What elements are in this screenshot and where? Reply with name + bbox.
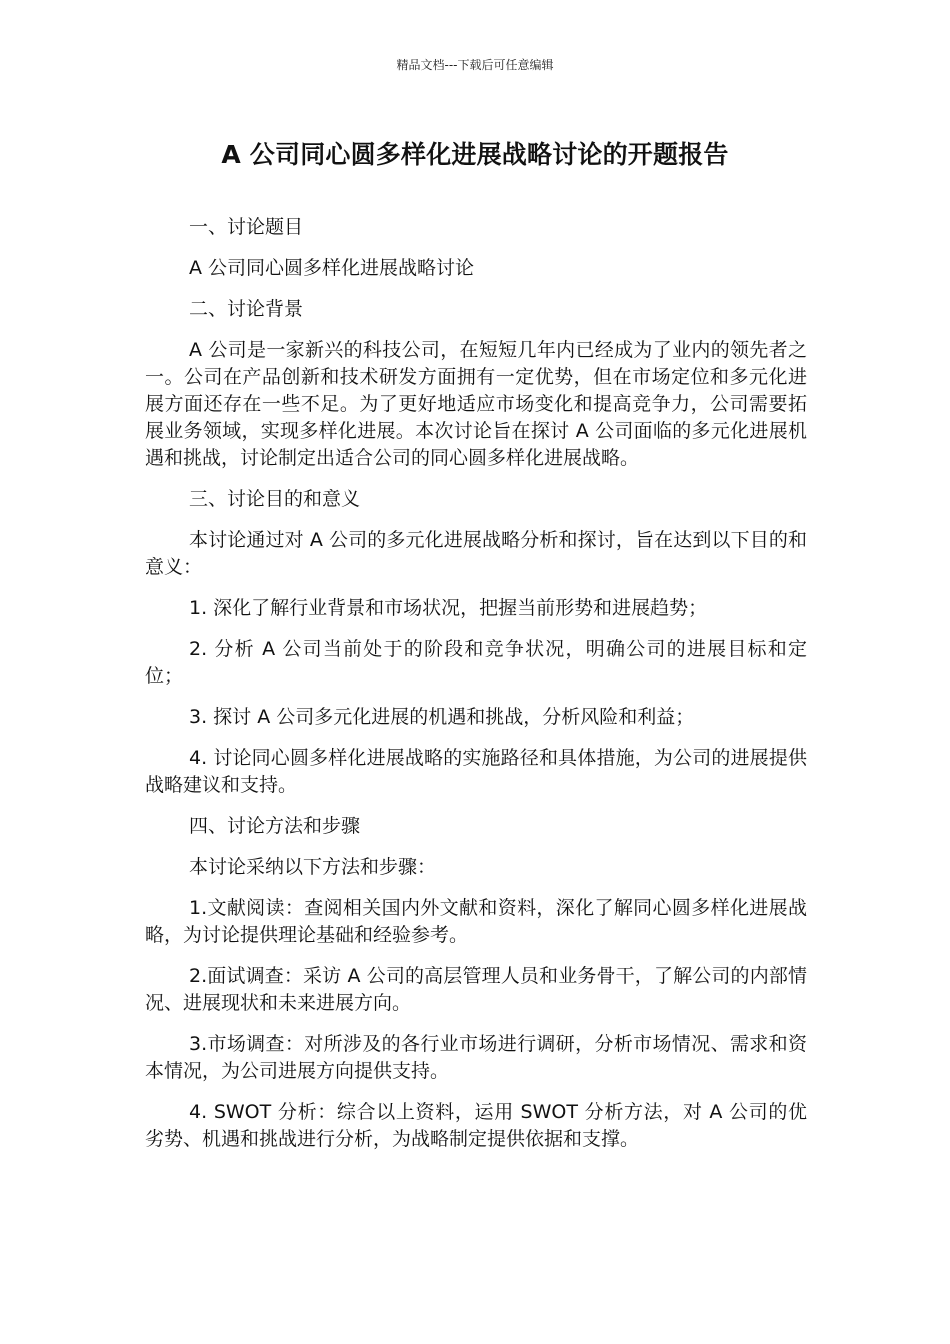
document-body <box>145 214 807 1153</box>
purpose-item: 3. 探讨 A 公司多元化进展的机遇和挑战，分析风险和利益； <box>189 706 695 728</box>
topic-text: A 公司同心圆多样化进展战略讨论 <box>189 257 475 279</box>
background-text: A 公司是一家新兴的科技公司，在短短几年内已经成为了业内的领先者之一。公司在产品创新和技术研发方面拥有一定优势，但在市场定位和多元化进展方面还存在一些不足。为了更好地适应市场变化和提高竞争力，公司需要拓展业务领域，实现多样化进展。本次讨论旨在探讨 A 公司面临的多元化进展机遇和挑战，讨论制定出适合公司的同心圆多样化进展战略。 <box>145 339 807 469</box>
methods-intro: 本讨论采纳以下方法和步骤： <box>189 856 437 878</box>
document-title: A 公司同心圆多样化进展战略讨论的开题报告 <box>221 140 729 169</box>
method-item: 2.面试调查：采访 A 公司的高层管理人员和业务骨干，了解公司的内部情况、进展现状和未来进展方向。 <box>145 965 807 1014</box>
purpose-item: 1. 深化了解行业背景和市场状况，把握当前形势和进展趋势； <box>189 597 708 619</box>
page-header: 精品文档---下载后可任意编辑 <box>396 58 554 72</box>
purpose-intro: 本讨论通过对 A 公司的多元化进展战略分析和探讨，旨在达到以下目的和意义： <box>145 529 807 578</box>
section-heading-background: 二、讨论背景 <box>189 298 304 320</box>
section-heading-methods: 四、讨论方法和步骤 <box>189 815 361 837</box>
section-heading-topic: 一、讨论题目 <box>189 216 304 238</box>
section-heading-purpose: 三、讨论目的和意义 <box>189 488 361 510</box>
method-item: 1.文献阅读：查阅相关国内外文献和资料，深化了解同心圆多样化进展战略，为讨论提供理论基础和经验参考。 <box>145 897 807 946</box>
method-item: 4. SWOT 分析：综合以上资料，运用 SWOT 分析方法，对 A 公司的优劣势、机遇和挑战进行分析，为战略制定提供依据和支撑。 <box>145 1101 807 1150</box>
purpose-item: 4. 讨论同心圆多样化进展战略的实施路径和具体措施，为公司的进展提供战略建议和支持。 <box>145 747 807 796</box>
method-item: 3.市场调查：对所涉及的各行业市场进行调研，分析市场情况、需求和资本情况，为公司进展方向提供支持。 <box>145 1033 807 1082</box>
purpose-item: 2. 分析 A 公司当前处于的阶段和竞争状况，明确公司的进展目标和定位； <box>145 638 807 687</box>
